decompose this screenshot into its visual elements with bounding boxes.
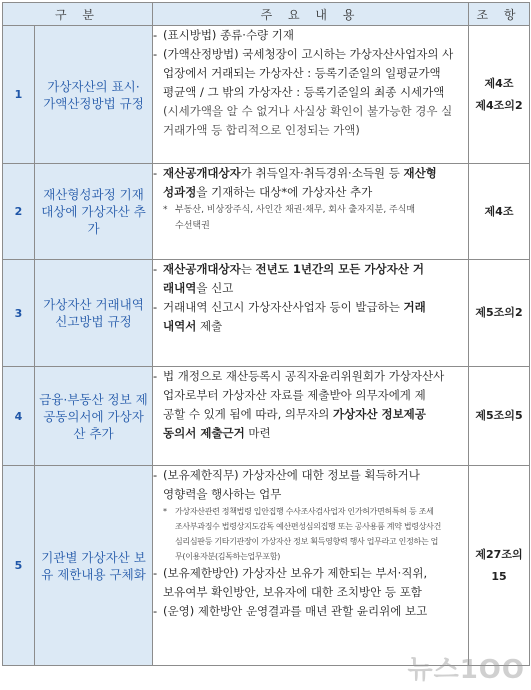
clause-line: 15: [491, 569, 507, 583]
row-clause: [469, 26, 530, 164]
clause-line: 제4조: [484, 76, 514, 90]
row-title-line: 기관별 가상자산 보: [41, 549, 146, 565]
footnote-line: 가상자산관련 정책법령 입안집행 수사조사검사업자 인가허가면허특허 등 조세: [175, 507, 434, 516]
row-number: 1: [3, 26, 35, 164]
bullet-line: 법 개정으로 재산등록시 공직자윤리위원회가 가상자산사: [163, 369, 445, 383]
row-content: [153, 26, 469, 164]
row-clause: [469, 164, 530, 260]
footnote-line: 무(이용자분(김독하는업무포함): [175, 552, 281, 561]
row-title-line: 가상자산 거래내역: [43, 297, 144, 312]
watermark-logo: 뉴스1OO: [407, 655, 525, 685]
row-number: 2: [3, 164, 35, 260]
row-content: [153, 367, 469, 466]
row-title-line: 가: [87, 221, 100, 236]
bullet-item: - 거래내역 신고시 가상자산사업자 등이 발급하는 거래 내역서 제출: [153, 298, 468, 336]
bullet-line: 평균액 / 그 밖의 가상자산 : 등록기준일의 최종 시세가액: [163, 85, 445, 99]
bullet-item: - (표시방법) 종류·수량 기재: [153, 26, 468, 45]
bullet-item: - (보유제한직무) 가상자산에 대한 정보를 획득하거나 영향력을 행사하는 업무: [153, 466, 468, 504]
row-title-line: 신고방법 규정: [55, 314, 132, 329]
row-clause: [469, 260, 530, 367]
bullet-line: (시세가액을 알 수 없거나 사실상 확인이 불가능한 경우 실: [163, 104, 453, 118]
bullet-line: 성과정을 기재하는 대상*에 가상자산 추가: [163, 185, 373, 199]
table-row: [3, 26, 530, 164]
row-title: [35, 26, 153, 164]
row-title-line: 금융·부동산 정보 제: [39, 391, 148, 407]
bullet-item: - 법 개정으로 재산등록시 공직자윤리위원회가 가상자산사 업자로부터 가상자산 자료를 제출받아 의무자에게 제 공할 수 있게 됨에 따라, 의무자의 가상자산 정보제공 동의서 제출근거 마련: [153, 367, 468, 443]
bullet-line: (가액산정방법) 국세청장이 고시하는 가상자산사업자의 사: [163, 47, 454, 61]
row-title: [35, 367, 153, 466]
bullet-line: 동의서 제출근거 마련: [163, 426, 271, 440]
bullet-line: (운영) 제한방안 운영결과를 매년 관할 윤리위에 보고: [163, 604, 428, 618]
table-row: [3, 260, 530, 367]
footnote: * 부동산, 비상장주식, 사인간 채권·채무, 회사 출자지분, 주식매 수선택권: [153, 202, 468, 234]
row-title-line: 공동의서에 가상자: [43, 408, 144, 424]
footnote-line: 수선택권: [175, 221, 210, 231]
footnote-line: 조사부과징수 법령상지도감독 예산편성심의집행 또는 공사용품 계약 법령상사건: [175, 522, 442, 531]
row-title-line: 가액산정방법 규정: [43, 95, 144, 111]
bullet-item: - (가액산정방법) 국세청장이 고시하는 가상자산사업자의 사 업장에서 거래되는 가상자산 : 등록기준일의 일평균가액 평균액 / 그 밖의 가상자산 : 등록기준일의 최종 시세가액 (시세가액을 알 수 없거나 사실상 확인이 불가능한 경우 실 거래가액 등 합리적으로 인정되는 가액): [153, 45, 468, 140]
bullet-line: 영향력을 행사하는 업무: [163, 487, 282, 501]
bullet-line: 재산공개대상자가 취득일자·취득경위·소득원 등 재산형: [163, 166, 437, 180]
header-clause: 조 항: [469, 3, 530, 26]
header-row: [3, 3, 530, 26]
clause-line: 제4조의2: [475, 98, 523, 112]
row-content: [153, 164, 469, 260]
amendment-table: [2, 2, 530, 666]
row-title: [35, 260, 153, 367]
bullet-line: (표시방법) 종류·수량 기재: [163, 28, 295, 42]
table-row: [3, 164, 530, 260]
bullet-line: 거래내역 신고시 가상자산사업자 등이 발급하는 거래: [163, 300, 426, 314]
bullet-line: 래내역을 신고: [163, 281, 234, 295]
row-title-line: 대상에 가상자산 추: [41, 204, 146, 219]
header-category: 구 분: [3, 3, 153, 26]
bullet-item: - 재산공개대상자는 전년도 1년간의 모든 가상자산 거 래내역을 신고: [153, 260, 468, 298]
clause-line: 제5조의5: [475, 409, 523, 422]
row-content: [153, 260, 469, 367]
bullet-item: - (운영) 제한방안 운영결과를 매년 관할 윤리위에 보고: [153, 602, 468, 621]
bullet-line: 거래가액 등 합리적으로 인정되는 가액): [163, 123, 360, 137]
clause-line: 제4조: [484, 204, 514, 218]
table-row: [3, 367, 530, 466]
row-title-line: 재산형성과정 기재: [43, 187, 144, 202]
footnote-line: 심리심판등 기타기관장이 가상자산 정보 획득영향력 행사 업무라고 인정하는 업: [175, 537, 439, 546]
row-title: [35, 164, 153, 260]
header-content: 주 요 내 용: [153, 3, 469, 26]
footnote-line: 부동산, 비상장주식, 사인간 채권·채무, 회사 출자지분, 주식매: [175, 205, 416, 215]
row-title-line: 유 제한내용 구체화: [41, 566, 146, 582]
row-number: 3: [3, 260, 35, 367]
footnote: * 가상자산관련 정책법령 입안집행 수사조사검사업자 인가허가면허특허 등 조세 조사부과징수 법령상지도감독 예산편성심의집행 또는 공사용품 계약 법령상사건 심리심판등 기타기관장이 가상자산 정보 획득영향력 행사 업무라고 인정하는 업 무(이용자분(김독하는업무포함): [153, 504, 468, 564]
bullet-item: - 재산공개대상자가 취득일자·취득경위·소득원 등 재산형 성과정을 기재하는 대상*에 가상자산 추가: [153, 164, 468, 202]
row-clause: [469, 466, 530, 666]
bullet-line: 내역서 제출: [163, 319, 223, 333]
clause-line: 제27조의: [475, 547, 523, 561]
row-number: 5: [3, 466, 35, 666]
bullet-item: - (보유제한방안) 가상자산 보유가 제한되는 부서·직위, 보유여부 확인방안, 보유자에 대한 조치방안 등 포함: [153, 564, 468, 602]
row-clause: [469, 367, 530, 466]
bullet-line: (보유제한직무) 가상자산에 대한 정보를 획득하거나: [163, 468, 420, 482]
row-content: [153, 466, 469, 666]
bullet-line: 업자로부터 가상자산 자료를 제출받아 의무자에게 제: [163, 388, 426, 402]
row-title-line: 가상자산의 표시·: [47, 78, 140, 94]
clause-line: 제5조의2: [475, 306, 523, 319]
bullet-line: 재산공개대상자는 전년도 1년간의 모든 가상자산 거: [163, 262, 424, 276]
bullet-line: 보유여부 확인방안, 보유자에 대한 조치방안 등 포함: [163, 585, 422, 599]
bullet-line: 공할 수 있게 됨에 따라, 의무자의 가상자산 정보제공: [163, 407, 426, 421]
row-number: 4: [3, 367, 35, 466]
row-title: [35, 466, 153, 666]
row-title-line: 산 추가: [73, 425, 114, 441]
table-row: [3, 466, 530, 666]
bullet-line: (보유제한방안) 가상자산 보유가 제한되는 부서·직위,: [163, 566, 428, 580]
bullet-line: 업장에서 거래되는 가상자산 : 등록기준일의 일평균가액: [163, 66, 441, 80]
